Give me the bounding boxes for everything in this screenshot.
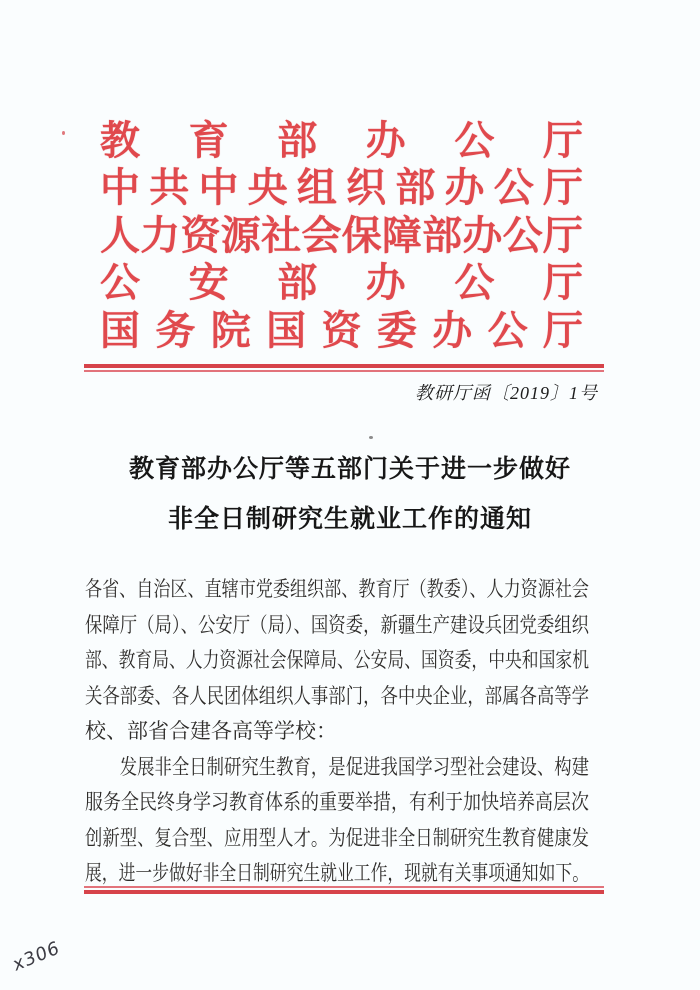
- body-text-line: 关各部委、各人民团体组织人事部门，各中央企业，部属各高等学: [85, 683, 589, 708]
- letterhead-agency-line: 公 安 部 办 公 厅: [100, 260, 583, 306]
- document-body: [85, 572, 589, 892]
- document-title-line: 非全日制研究生就业工作的通知: [167, 506, 532, 533]
- letterhead-agency-line: 国 务 院 国 资 委 办 公 厅: [100, 307, 583, 353]
- document-title-line: 教育部办公厅等五部门关于进一步做好: [128, 456, 571, 483]
- document-number: 教研厅函〔2019〕1号: [415, 383, 598, 403]
- body-text-line: 部、教育局、人力资源社会保障局、公安局、国资委，中央和国家机: [85, 648, 589, 672]
- letterhead-agency-line: 教 育 部 办 公 厅: [100, 117, 583, 163]
- letterhead-separator-rule: [84, 364, 604, 372]
- body-text-line: 服务全民终身学习教育体系的重要举措，有利于加快培养高层次: [85, 790, 589, 814]
- body-text-line: 展，进一步做好非全日制研究生就业工作，现就有关事项通知如下。: [85, 861, 589, 885]
- footer-separator-rule: [84, 886, 604, 894]
- body-text-line: 校、部省合建各高等学校：: [85, 719, 337, 743]
- body-text-line: 各省、自治区、直辖市党委组织部、教育厅（教委）、人力资源社会: [85, 577, 589, 601]
- handwritten-annotation: x306: [11, 937, 62, 976]
- document-title: [0, 445, 700, 545]
- scan-artifact-dot: [62, 131, 65, 135]
- body-text-line: 发展非全日制研究生教育，是促进我国学习型社会建设、构建: [85, 754, 589, 779]
- letterhead-agency-line: 中 共 中 央 组 织 部 办 公 厅: [100, 165, 583, 211]
- letterhead-agency-line: 人 力 资 源 社 会 保 障 部 办 公 厅: [100, 212, 583, 258]
- scan-artifact-dot: [369, 436, 373, 439]
- body-text-line: 创新型、复合型、应用型人才。为促进非全日制研究生教育健康发: [85, 825, 589, 850]
- red-letterhead: [100, 117, 583, 355]
- body-text-line: 保障厅（局）、公安厅（局）、国资委，新疆生产建设兵团党委组织: [85, 612, 589, 637]
